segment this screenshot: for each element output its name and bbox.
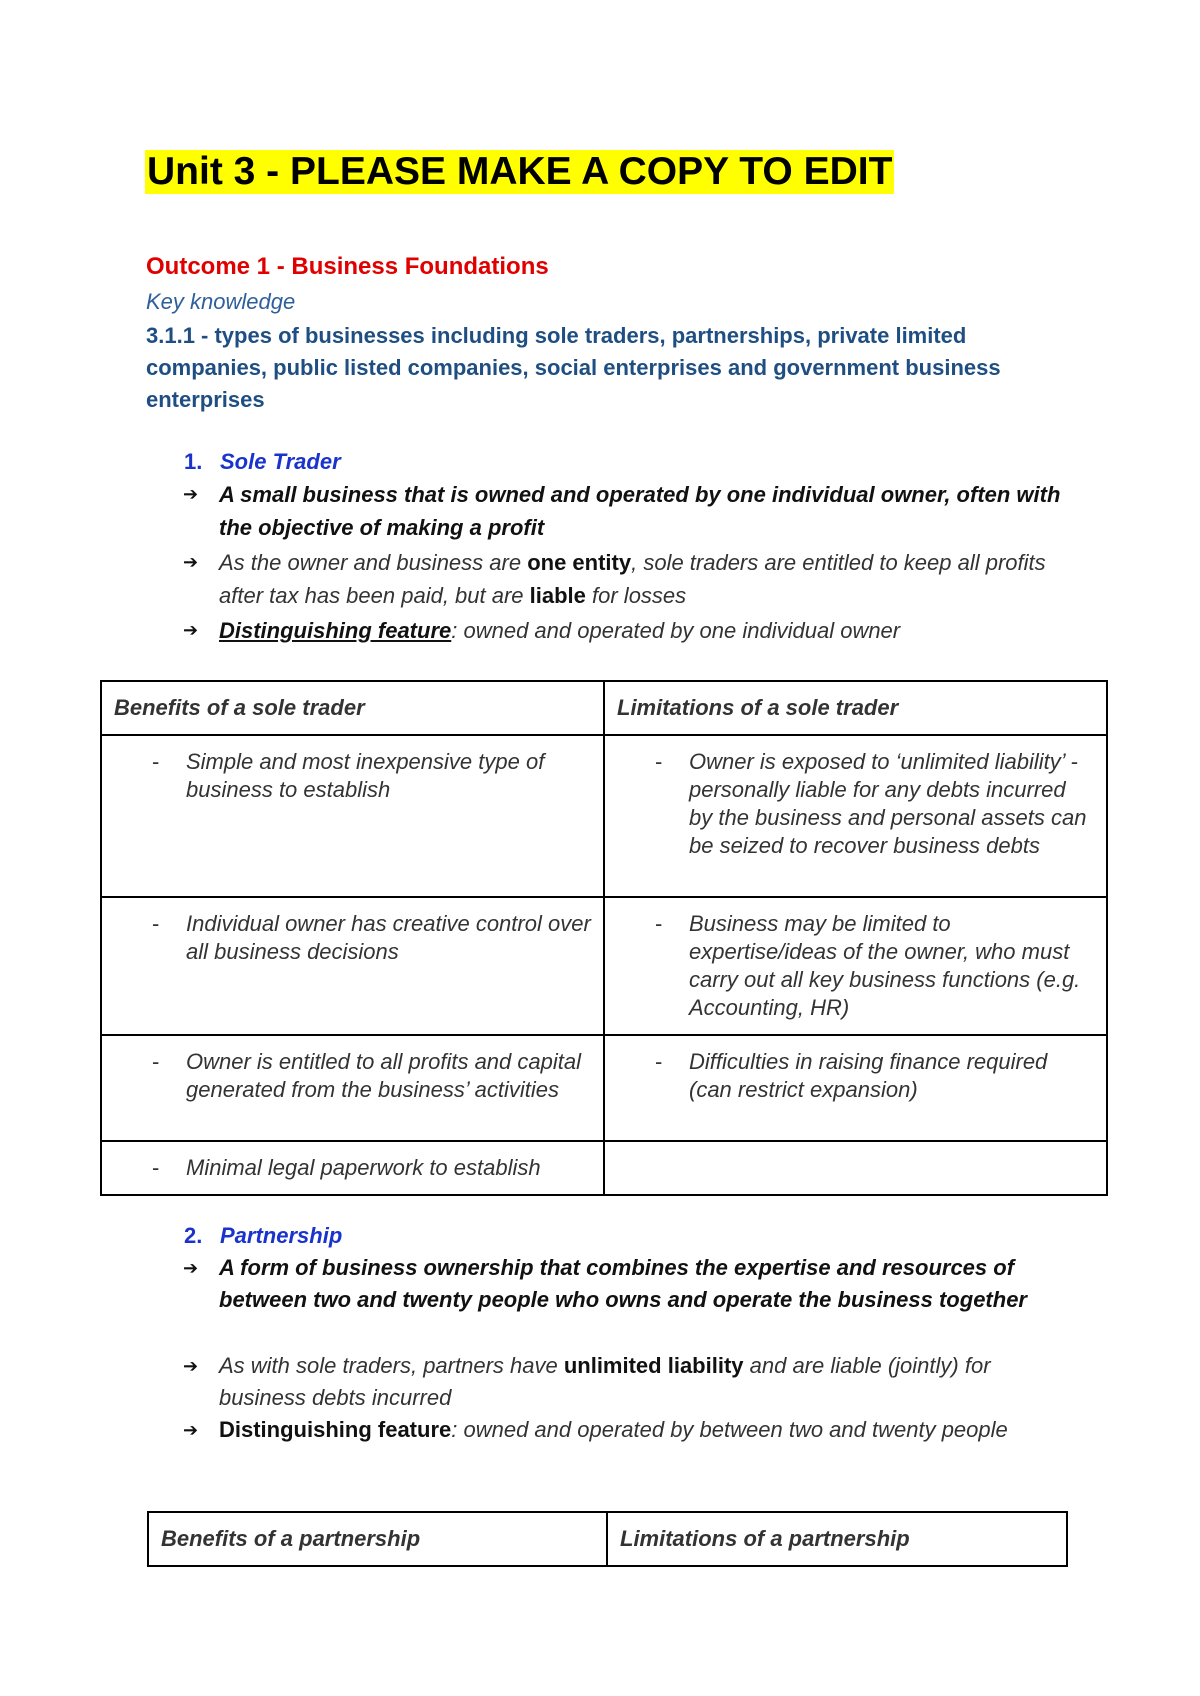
limitation-text: Business may be limited to expertise/ideas of the owner, who must carry out all key business functions (e.g. Accounting, HR) — [689, 911, 1081, 1020]
outcome-heading: Outcome 1 - Business Foundations — [146, 253, 549, 280]
table-row: - Minimal legal paperwork to establish — [101, 1141, 1107, 1195]
bullet-text: A small business that is owned and operated by one individual owner, often with the objective of making a profit — [219, 482, 1061, 540]
table-row: - Owner is entitled to all profits and capital generated from the business’ activities - Difficulties in raising finance required (can restrict expansion) — [101, 1035, 1107, 1141]
benefits-header: Benefits of a sole trader — [101, 681, 604, 735]
limitation-text: Difficulties in raising finance required (can restrict expansion) — [689, 1049, 1048, 1102]
benefit-text: Individual owner has creative control over all business decisions — [186, 911, 591, 964]
benefits-header: Benefits of a partnership — [148, 1512, 607, 1566]
arrow-icon: ➔ — [183, 1258, 199, 1278]
limitations-header: Limitations of a sole trader — [604, 681, 1107, 735]
section-title: Sole Trader — [220, 449, 341, 474]
bullet-text: Distinguishing feature: owned and operated by one individual owner — [219, 618, 901, 643]
limitations-header: Limitations of a partnership — [607, 1512, 1067, 1566]
bullet-entity — [183, 546, 1063, 612]
bullet-definition — [183, 478, 1063, 544]
arrow-icon: ➔ — [183, 1420, 199, 1440]
empty-cell — [605, 1142, 1106, 1166]
arrow-icon: ➔ — [183, 620, 199, 640]
table-row: - Simple and most inexpensive type of business to establish - Owner is exposed to ‘unlimited liability’ - personally liable for any debts incurred by the business and personal assets can be seized to recover business debts — [101, 735, 1107, 897]
bullet-text: As with sole traders, partners have unlimited liability and are liable (jointly) for business debts incurred — [219, 1353, 991, 1410]
bullet-distinguishing — [183, 614, 1063, 647]
key-knowledge-text: 3.1.1 - types of businesses including sole traders, partnerships, private limited companies, public listed companies, social enterprises and government business enterprises — [146, 323, 1001, 412]
arrow-icon: ➔ — [183, 1356, 199, 1376]
sole-trader-table — [100, 680, 1108, 1196]
bullet-text: Distinguishing feature: owned and operated by between two and twenty people — [219, 1417, 1008, 1442]
section-title: Partnership — [220, 1223, 343, 1248]
benefit-text: Simple and most inexpensive type of business to establish — [186, 749, 545, 802]
section-heading-sole-trader — [184, 449, 341, 475]
benefit-text: Owner is entitled to all profits and capital generated from the business’ activities — [186, 1049, 581, 1102]
bullet-liability — [183, 1350, 1063, 1414]
bullet-text: As the owner and business are one entity, sole traders are entitled to keep all profits after tax has been paid, but are liable for losses — [219, 550, 1046, 608]
arrow-icon: ➔ — [183, 484, 199, 504]
page-title: Unit 3 - PLEASE MAKE A COPY TO EDIT — [147, 150, 893, 193]
bullet-distinguishing — [183, 1414, 1063, 1446]
section-heading-partnership — [184, 1223, 342, 1249]
bullet-text: A form of business ownership that combines the expertise and resources of between two and twenty people who owns and operate the business together — [219, 1255, 1027, 1312]
benefit-text: Minimal legal paperwork to establish — [186, 1155, 541, 1180]
key-knowledge-label: Key knowledge — [146, 289, 296, 314]
partnership-table — [147, 1511, 1068, 1567]
bullet-definition — [183, 1252, 1063, 1316]
section-number: 1. — [184, 449, 203, 474]
limitation-text: Owner is exposed to ‘unlimited liability’ - personally liable for any debts incurred by the business and personal assets can be seized to recover business debts — [689, 749, 1087, 858]
arrow-icon: ➔ — [183, 552, 199, 572]
section-number: 2. — [184, 1223, 203, 1248]
table-row: - Individual owner has creative control over all business decisions - Business may be limited to expertise/ideas of the owner, who must carry out all key business functions (e.g. Accounting, HR) — [101, 897, 1107, 1035]
